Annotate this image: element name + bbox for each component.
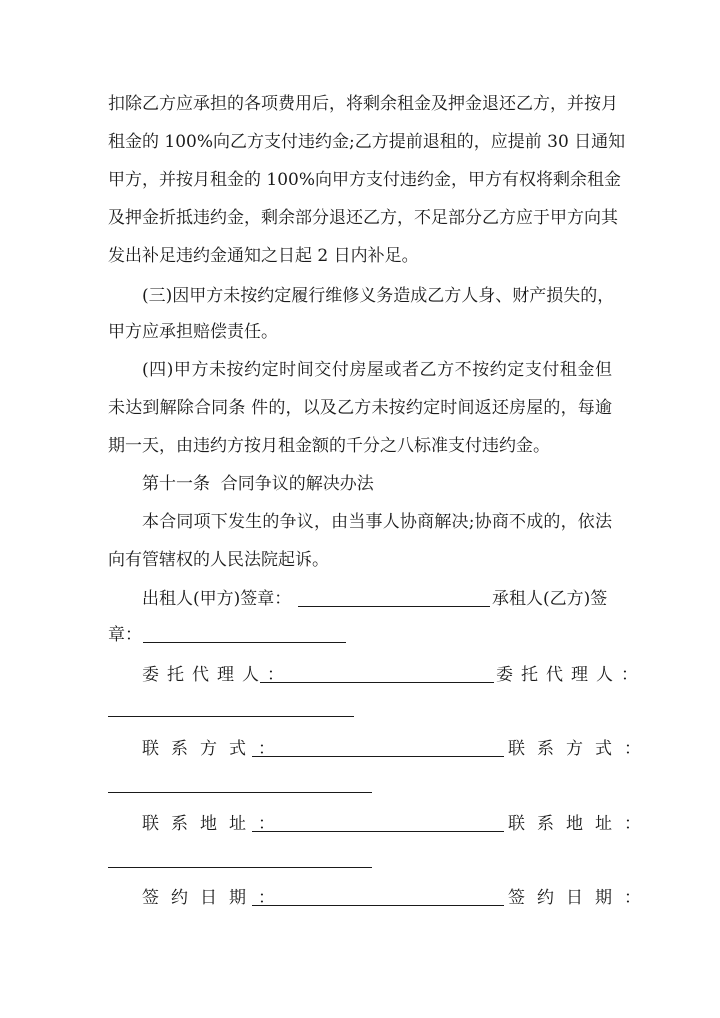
text-line: 租金的 100%向乙方支付违约金;乙方提前退租的，应提前 30 日通知 (108, 132, 626, 152)
lessor-signature-label: 出租人(甲方)签章： (142, 589, 292, 609)
address-label-lessor: 联系地址： (142, 814, 287, 834)
address-label-lessee: 联系地址： (508, 814, 653, 834)
contact-field-lessor[interactable] (252, 756, 504, 757)
text-line: 本合同项下发生的争议，由当事人协商解决;协商不成的，依法 (142, 512, 612, 532)
date-label-lessee: 签约日期： (508, 888, 653, 908)
agent-label-lessee: 委托代理人： (496, 665, 646, 685)
text-line: 发出补足违约金通知之日起 2 日内补足。 (108, 246, 419, 266)
date-field-lessor[interactable] (252, 905, 504, 906)
text-line: 甲方应承担赔偿责任。 (108, 322, 278, 342)
contact-label-lessee: 联系方式： (508, 739, 653, 759)
address-field-lessor[interactable] (252, 831, 504, 832)
text-line: 未达到解除合同条 件的，以及乙方未按约定时间返还房屋的，每逾 (108, 398, 612, 418)
lessee-signature-field[interactable] (143, 642, 346, 643)
article-heading: 第十一条 合同争议的解决办法 (142, 474, 374, 494)
lessor-signature-field[interactable] (298, 606, 490, 607)
text-line: 向有管辖权的人民法院起诉。 (108, 550, 329, 570)
lessee-signature-label-cont: 章： (108, 625, 142, 645)
lessee-signature-label: 承租人(乙方)签 (492, 589, 608, 609)
contact-label-lessor: 联系方式： (142, 739, 287, 759)
agent-field-lessee[interactable] (108, 716, 354, 717)
contact-field-lessee[interactable] (108, 792, 372, 793)
text-line: (四)甲方未按约定时间交付房屋或者乙方不按约定支付租金但 (142, 360, 612, 380)
text-line: 甲方，并按月租金的 100%向甲方支付违约金，甲方有权将剩余租金 (108, 170, 622, 190)
agent-label-lessor: 委托代理人： (142, 665, 292, 685)
text-line: 扣除乙方应承担的各项费用后，将剩余租金及押金退还乙方，并按月 (108, 94, 618, 114)
date-label-lessor: 签约日期： (142, 888, 287, 908)
text-line: (三)因甲方未按约定履行维修义务造成乙方人身、财产损失的， (142, 286, 615, 306)
address-field-lessee[interactable] (108, 867, 372, 868)
text-line: 期一天，由违约方按月租金额的千分之八标准支付违约金。 (108, 436, 550, 456)
text-line: 及押金折抵违约金，剩余部分退还乙方，不足部分乙方应于甲方向其 (108, 208, 618, 228)
agent-field-lessor[interactable] (260, 682, 494, 683)
